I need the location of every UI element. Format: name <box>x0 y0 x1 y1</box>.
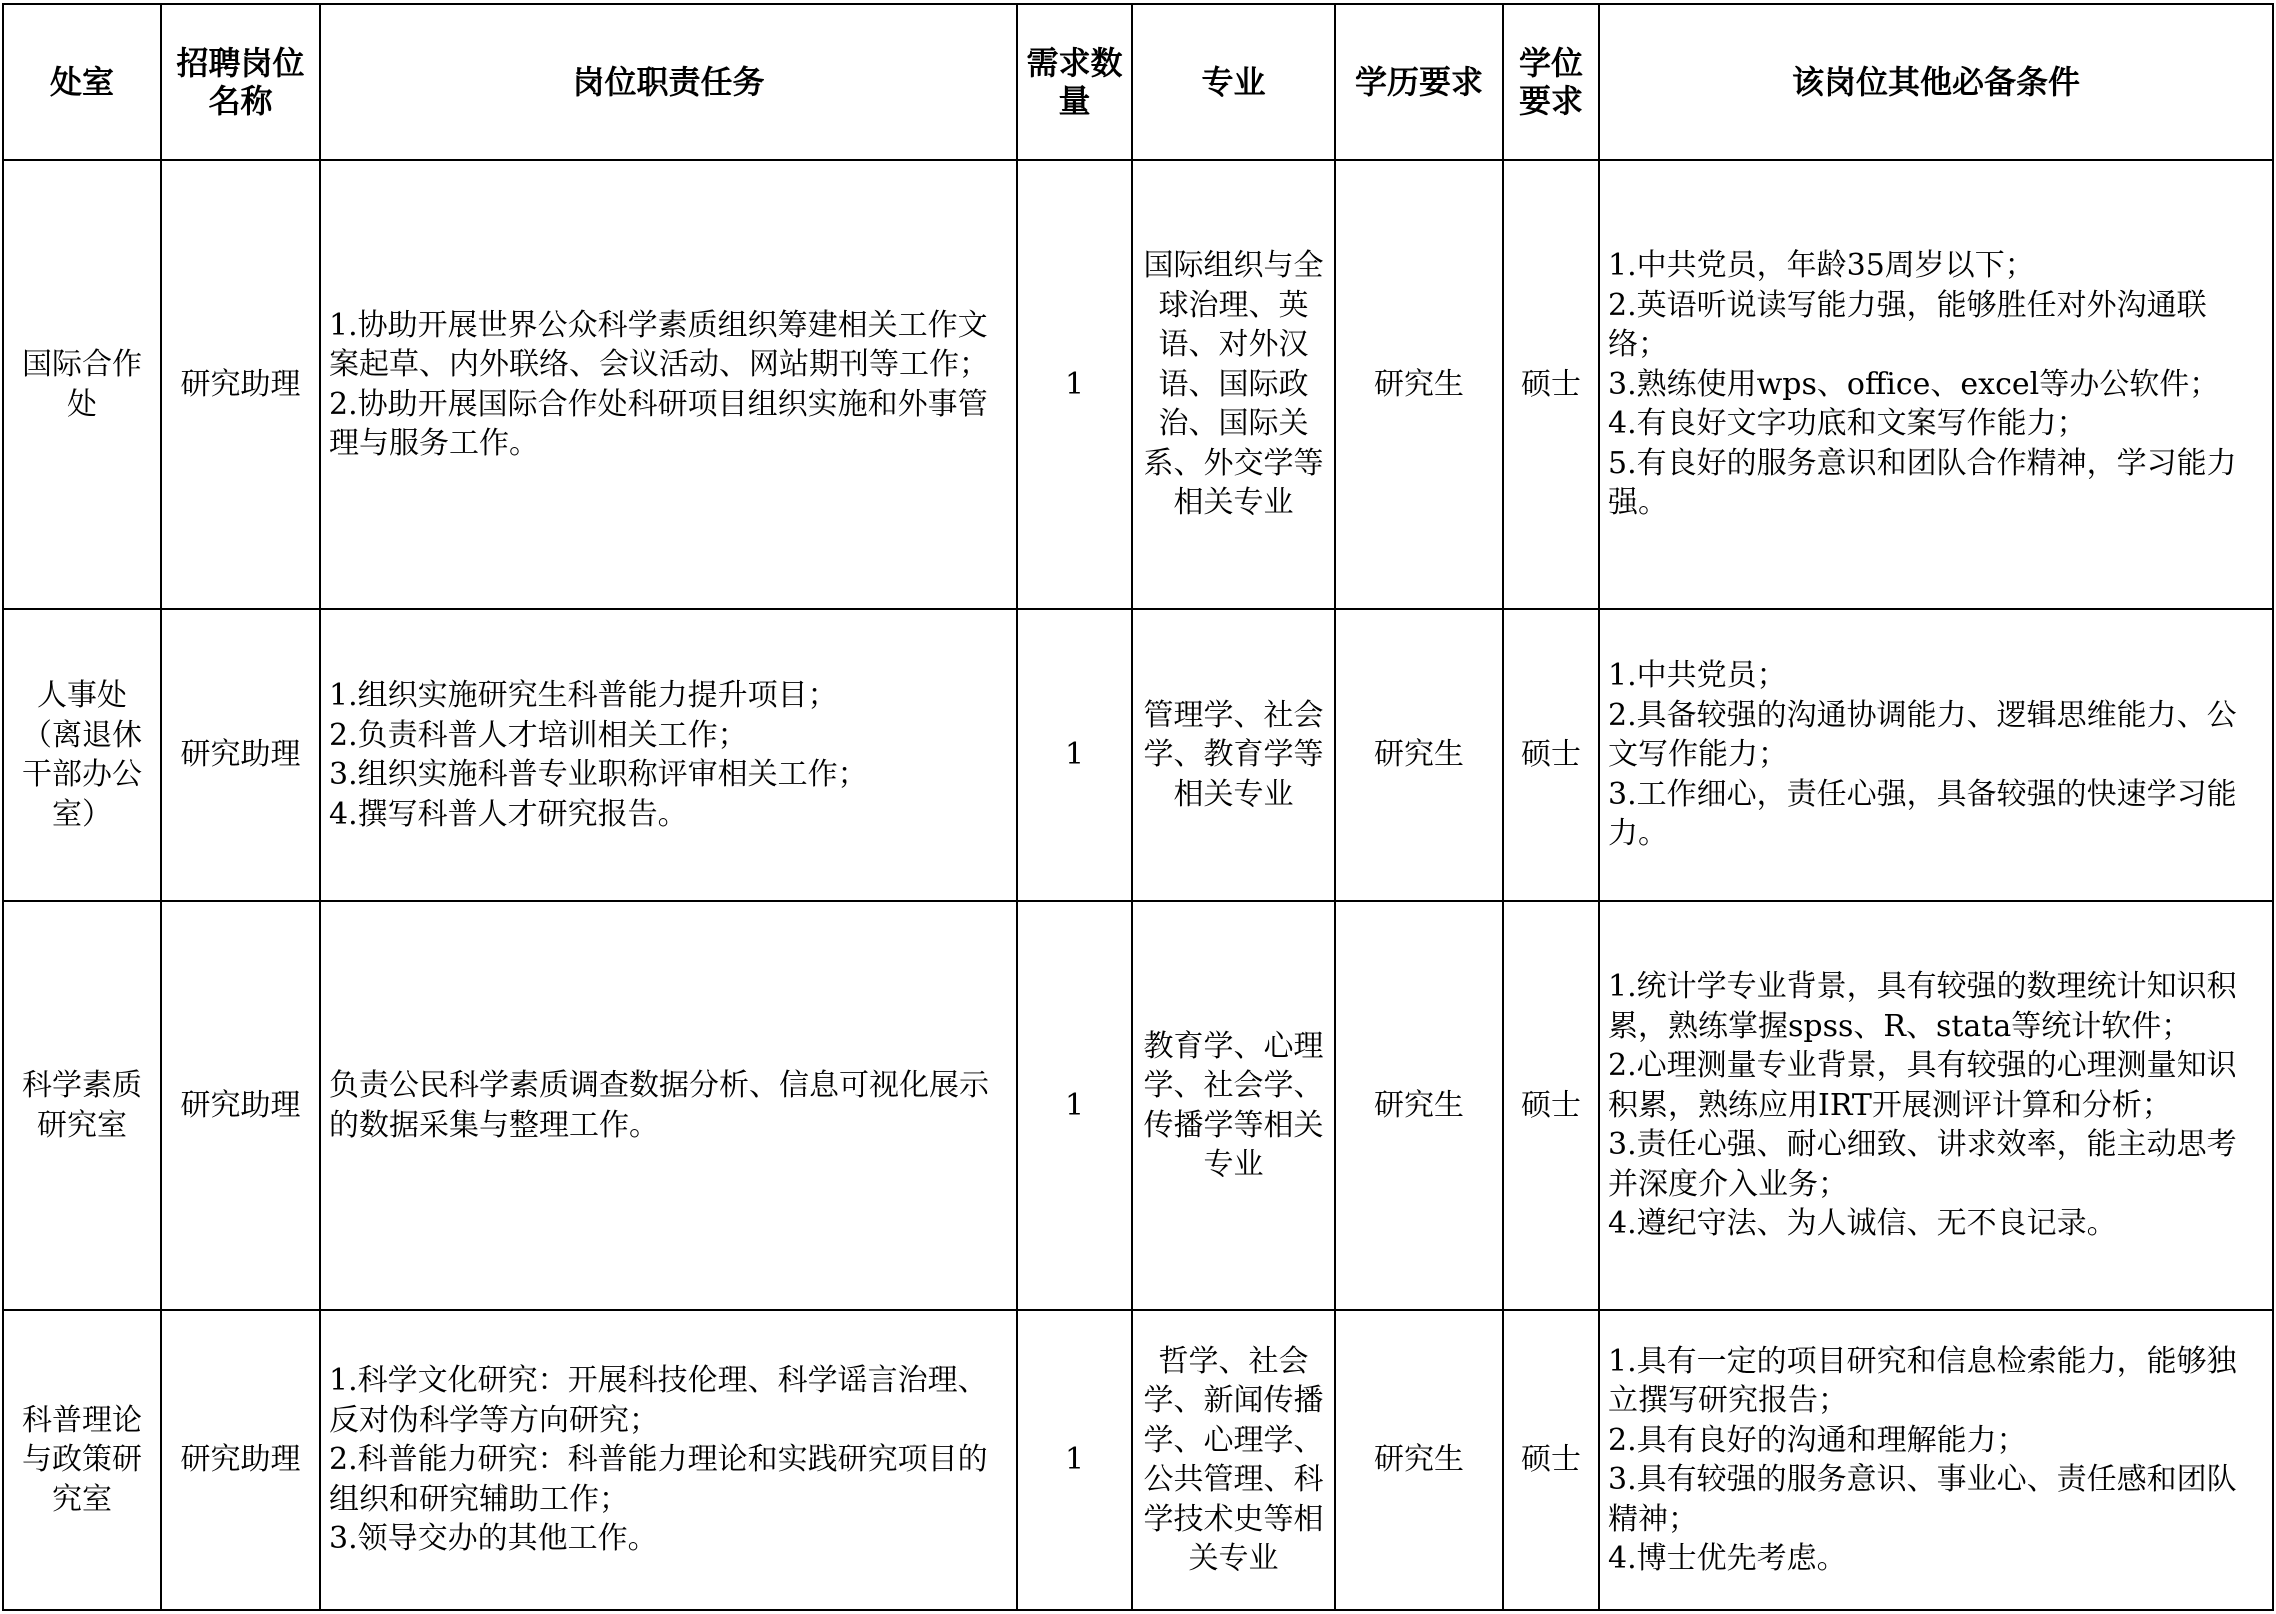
header-education: 学历要求 <box>1335 4 1503 160</box>
position-cell: 研究助理 <box>161 609 320 901</box>
duty-line: 1.协助开展世界公众科学素质组织筹建相关工作文案起草、内外联络、会议活动、网站期刊等工作； <box>329 307 989 382</box>
major-cell: 国际组织与全球治理、英语、对外汉语、国际政治、国际关系、外交学等相关专业 <box>1132 160 1335 609</box>
duties-cell <box>320 160 1017 609</box>
major-cell: 哲学、社会学、新闻传播学、心理学、公共管理、科学技术史等相关专业 <box>1132 1310 1335 1610</box>
requirement-line: 1.统计学专业背景，具有较强的数理统计知识积累，熟练掌握spss、R、stata等统计软件； <box>1608 969 2237 1044</box>
department-cell: 科普理论与政策研究室 <box>3 1310 161 1610</box>
table-row <box>3 609 2273 901</box>
requirement-line: 3.熟练使用wps、office、excel等办公软件； <box>1608 366 2220 402</box>
table-row <box>3 160 2273 609</box>
major-cell: 管理学、社会学、教育学等相关专业 <box>1132 609 1335 901</box>
degree-cell: 硕士 <box>1503 1310 1599 1610</box>
duties-cell <box>320 901 1017 1310</box>
duty-line: 2.协助开展国际合作处科研项目组织实施和外事管理与服务工作。 <box>329 386 988 461</box>
requirement-line: 4.有良好文字功底和文案写作能力； <box>1608 406 2087 442</box>
requirement-line: 4.遵纪守法、为人诚信、无不良记录。 <box>1608 1206 2117 1242</box>
position-cell: 研究助理 <box>161 1310 320 1610</box>
requirements-cell <box>1599 160 2273 609</box>
requirement-line: 1.具有一定的项目研究和信息检索能力，能够独立撰写研究报告； <box>1608 1343 2237 1418</box>
education-cell: 研究生 <box>1335 901 1503 1310</box>
education-cell: 研究生 <box>1335 1310 1503 1610</box>
education-cell: 研究生 <box>1335 160 1503 609</box>
quantity-cell: 1 <box>1017 901 1132 1310</box>
duties-cell <box>320 609 1017 901</box>
requirements-cell <box>1599 609 2273 901</box>
header-degree: 学位要求 <box>1503 4 1599 160</box>
requirements-cell <box>1599 901 2273 1310</box>
degree-cell: 硕士 <box>1503 901 1599 1310</box>
requirement-line: 3.工作细心，责任心强，具备较强的快速学习能力。 <box>1608 776 2237 852</box>
requirement-line: 5.有良好的服务意识和团队合作精神，学习能力强。 <box>1608 445 2237 521</box>
duty-line: 2.科普能力研究：科普能力理论和实践研究项目的组织和研究辅助工作； <box>329 1442 988 1517</box>
table-row <box>3 901 2273 1310</box>
quantity-cell: 1 <box>1017 609 1132 901</box>
quantity-cell: 1 <box>1017 160 1132 609</box>
duty-line: 1.科学文化研究：开展科技伦理、科学谣言治理、反对伪科学等方向研究； <box>329 1363 988 1438</box>
major-cell: 教育学、心理学、社会学、传播学等相关专业 <box>1132 901 1335 1310</box>
degree-cell: 硕士 <box>1503 160 1599 609</box>
requirement-line: 4.博士优先考虑。 <box>1608 1541 1847 1576</box>
header-position: 招聘岗位名称 <box>161 4 320 160</box>
department-cell: 国际合作处 <box>3 160 161 609</box>
duty-line: 1.组织实施研究生科普能力提升项目； <box>329 678 838 713</box>
position-cell: 研究助理 <box>161 901 320 1310</box>
department-cell: 人事处（离退休干部办公室） <box>3 609 161 901</box>
duty-line: 负责公民科学素质调查数据分析、信息可视化展示的数据采集与整理工作。 <box>329 1068 989 1143</box>
header-quantity: 需求数量 <box>1017 4 1132 160</box>
requirement-line: 2.英语听说读写能力强，能够胜任对外沟通联络； <box>1608 287 2207 363</box>
requirement-line: 1.中共党员； <box>1608 658 1787 694</box>
recruitment-table <box>2 3 2274 1611</box>
table-row <box>3 1310 2273 1610</box>
position-cell: 研究助理 <box>161 160 320 609</box>
header-major: 专业 <box>1132 4 1335 160</box>
header-department: 处室 <box>3 4 161 160</box>
requirement-line: 3.责任心强、耐心细致、讲求效率，能主动思考并深度介入业务； <box>1608 1127 2237 1202</box>
requirement-line: 3.具有较强的服务意识、事业心、责任感和团队精神； <box>1608 1462 2237 1537</box>
duty-line: 3.领导交办的其他工作。 <box>329 1521 658 1557</box>
requirement-line: 2.心理测量专业背景，具有较强的心理测量知识积累，熟练应用IRT开展测评计算和分析； <box>1608 1048 2237 1123</box>
header-duties: 岗位职责任务 <box>320 4 1017 160</box>
requirements-cell <box>1599 1310 2273 1610</box>
degree-cell: 硕士 <box>1503 609 1599 901</box>
table-header-row <box>3 4 2273 160</box>
duty-line: 2.负责科普人才培训相关工作； <box>329 717 748 753</box>
requirement-line: 2.具备较强的沟通协调能力、逻辑思维能力、公文写作能力； <box>1608 697 2237 773</box>
duty-line: 3.组织实施科普专业职称评审相关工作； <box>329 757 868 792</box>
duty-line: 4.撰写科普人才研究报告。 <box>329 796 688 832</box>
requirement-line: 1.中共党员，年龄35周岁以下； <box>1608 248 2035 284</box>
education-cell: 研究生 <box>1335 609 1503 901</box>
duties-cell <box>320 1310 1017 1610</box>
quantity-cell: 1 <box>1017 1310 1132 1610</box>
department-cell: 科学素质研究室 <box>3 901 161 1310</box>
requirement-line: 2.具有良好的沟通和理解能力； <box>1608 1422 2027 1458</box>
header-requirements: 该岗位其他必备条件 <box>1599 4 2273 160</box>
